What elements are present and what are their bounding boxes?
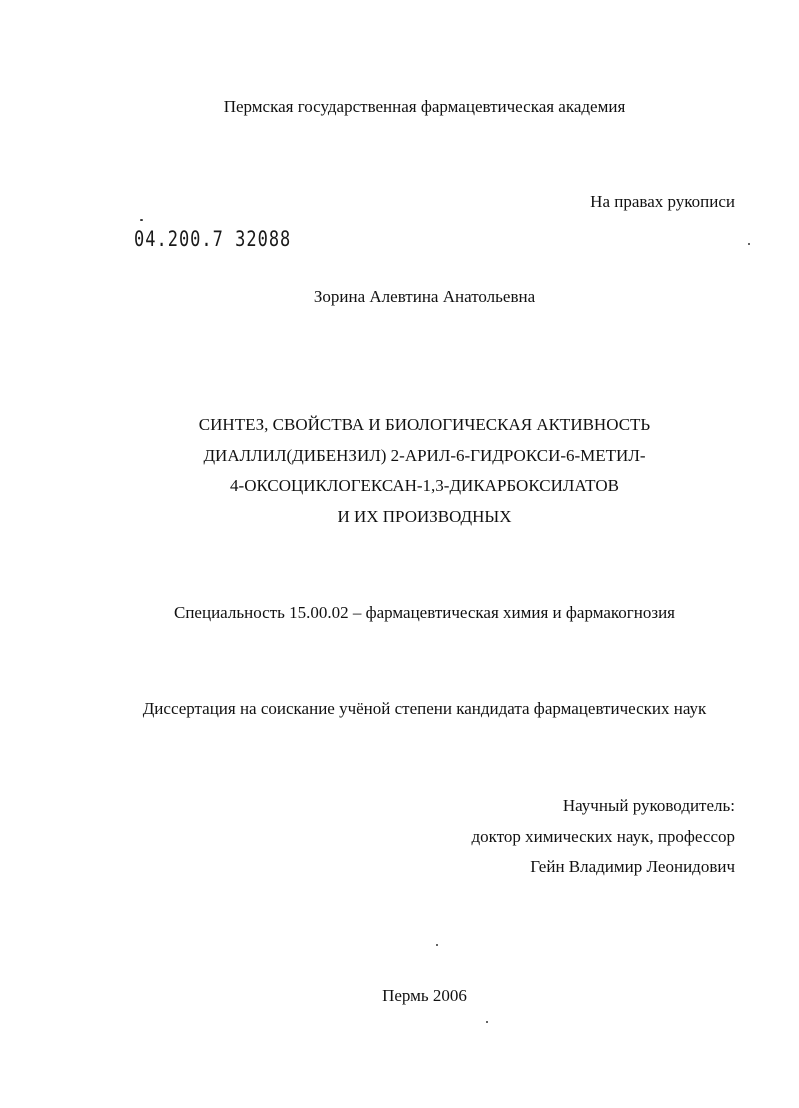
author-name: Зорина Алевтина Анатольевна <box>313 287 536 306</box>
supervisor-name: Гейн Владимир Леонидович <box>530 857 735 876</box>
title-line: ДИАЛЛИЛ(ДИБЕНЗИЛ) 2-АРИЛ-6-ГИДРОКСИ-6-МЕТИЛ- <box>203 445 646 465</box>
title-line: И ИХ ПРОИЗВОДНЫХ <box>337 506 512 526</box>
scan-speck <box>486 1021 488 1023</box>
dissertation-title <box>25 410 799 532</box>
supervisor-label: Научный руководитель: <box>562 796 735 815</box>
title-line: 4-ОКСОЦИКЛОГЕКСАН-1,3-ДИКАРБОКСИЛАТОВ <box>230 476 619 495</box>
supervisor-block <box>472 791 735 883</box>
dissertation-type: Диссертация на соискание учёной степени кандидата фармацевтических наук <box>142 699 707 718</box>
city-year: Пермь 2006 <box>382 986 467 1005</box>
title-line: СИНТЕЗ, СВОЙСТВА И БИОЛОГИЧЕСКАЯ АКТИВНОСТЬ <box>198 415 651 434</box>
scan-speck <box>140 219 143 221</box>
institution-name: Пермская государственная фармацевтическая академия <box>223 97 626 116</box>
supervisor-degree: доктор химических наук, профессор <box>471 826 735 846</box>
specialty-line: Специальность 15.00.02 – фармацевтическая химия и фармакогнозия <box>173 603 675 622</box>
manuscript-note: На правах рукописи <box>590 192 735 211</box>
scan-speck <box>748 243 750 245</box>
scan-speck <box>436 944 438 946</box>
archive-stamp-number: 04.200.7 32088 <box>134 227 292 252</box>
